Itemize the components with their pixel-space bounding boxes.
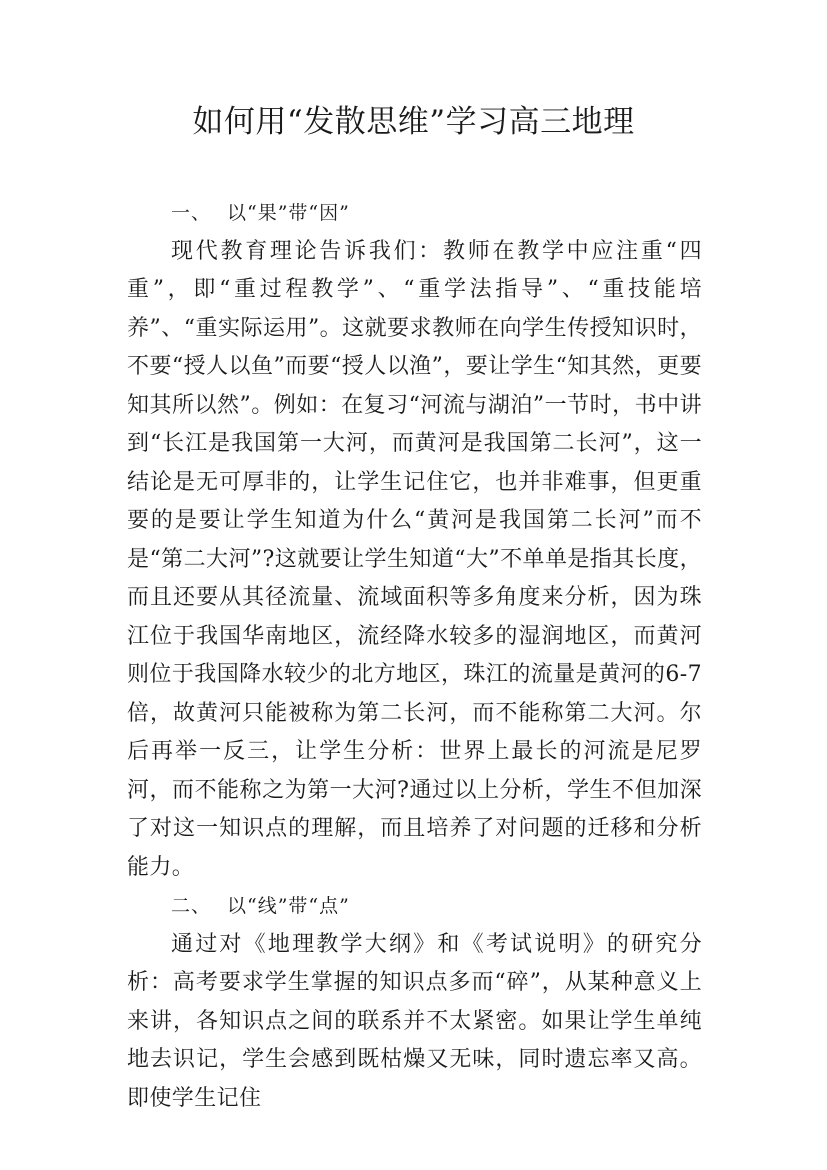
document-body xyxy=(127,194,702,1118)
section-heading-text: 以“线”带“点” xyxy=(227,895,350,917)
section-paragraph: 现代教育理论告诉我们：教师在教学中应注重“四重”，即“重过程教学”、“重学法指导”、“重技能培养”、“重实际运用”。这就要求教师在向学生传授知识时，不要“授人以鱼”而要“授人以渔”，要让学生“知其然，更要知其所以然”。例如：在复习“河流与湖泊”一节时，书中讲到“长江是我国第一大河，而黄河是我国第二长河”，这一结论是无可厚非的，让学生记住它，也并非难事，但更重要的是要让学生知道为什么“黄河是我国第二长河”而不是“第二大河”?这就要让学生知道“大”不单单是指其长度，而且还要从其径流量、流域面积等多角度来分析，因为珠江位于我国华南地区，流经降水较多的湿润地区，而黄河则位于我国降水较少的北方地区，珠江的流量是黄河的6-7倍，故黄河只能被称为第二长河，而不能称第二大河。尔后再举一反三，让学生分析：世界上最长的河流是尼罗河，而不能称之为第一大河?通过以上分析，学生不但加深了对这一知识点的理解，而且培养了对问题的迁移和分析能力。 xyxy=(127,238,702,880)
section-number: 二、 xyxy=(171,895,212,917)
section-number: 一、 xyxy=(171,202,212,224)
section-heading xyxy=(127,887,702,926)
section-heading xyxy=(127,194,702,233)
section-paragraph: 通过对《地理教学大纲》和《考试说明》的研究分析：高考要求学生掌握的知识点多而“碎”，从某种意义上来讲，各知识点之间的联系并不太紧密。如果让学生单纯地去识记，学生会感到既枯燥又无味，同时遗忘率又高。即使学生记住 xyxy=(127,931,702,1111)
section-heading-text: 以“果”带“因” xyxy=(227,202,350,224)
document-title: 如何用“发散思维”学习高三地理 xyxy=(192,104,635,140)
